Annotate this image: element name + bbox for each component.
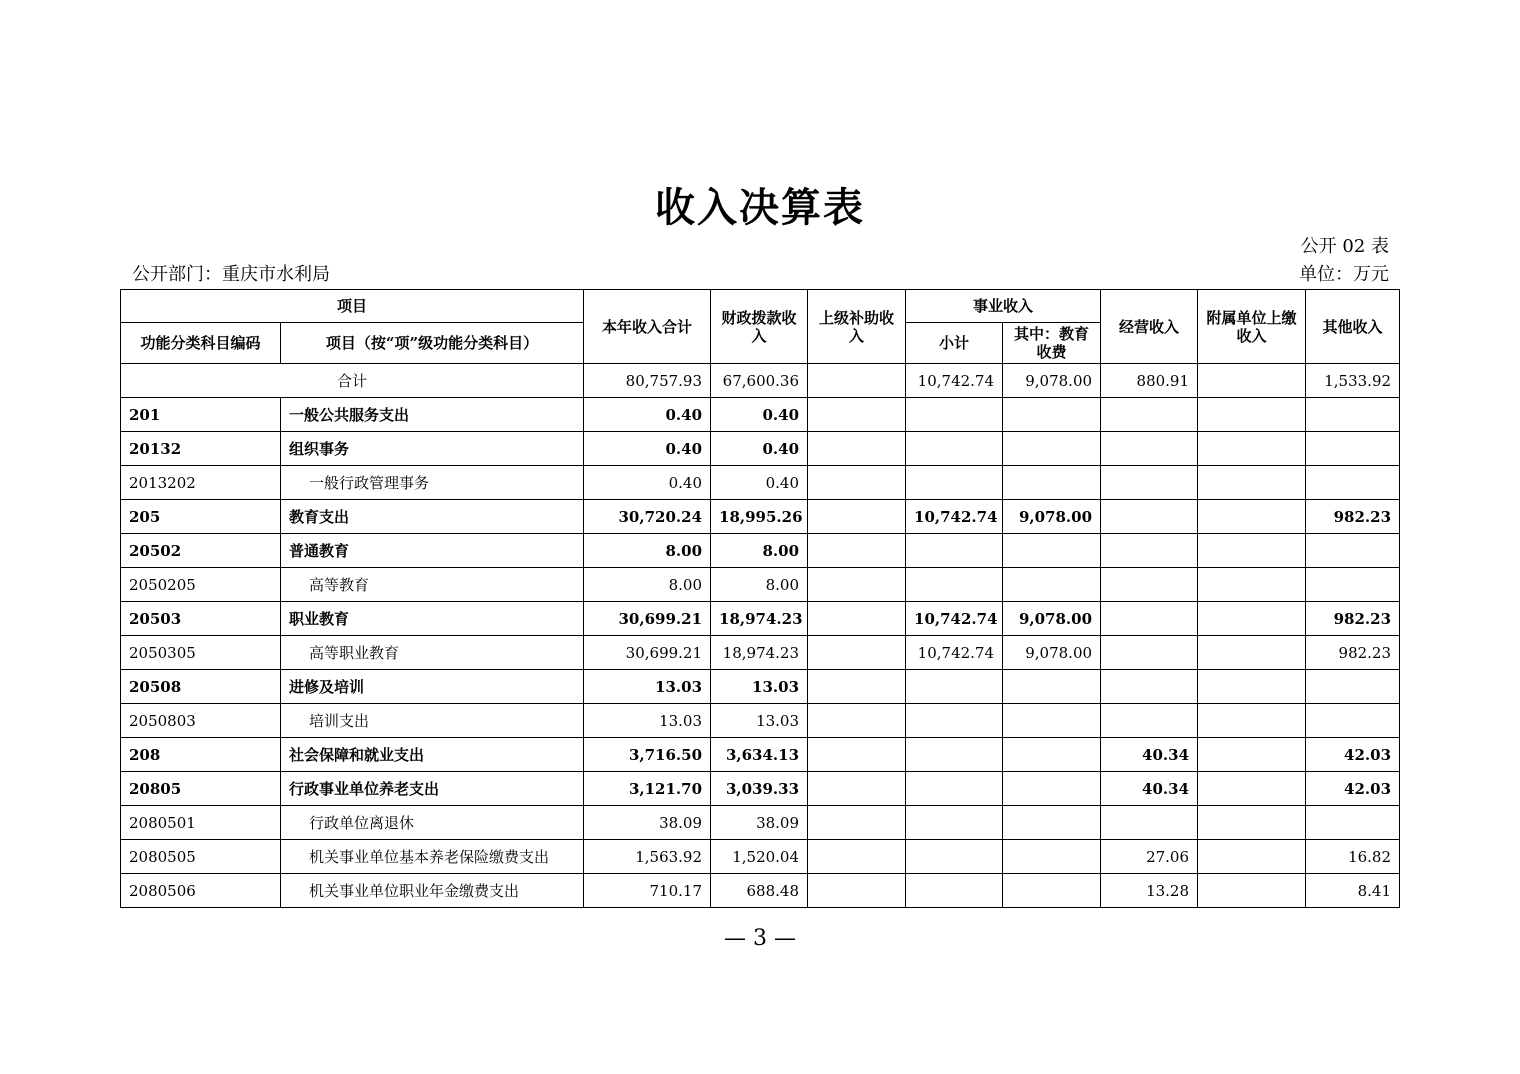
row-name: 进修及培训 xyxy=(281,670,584,704)
row-name: 高等教育 xyxy=(281,568,584,602)
cell-other xyxy=(1306,534,1400,568)
cell-edu-fee xyxy=(1003,670,1101,704)
row-code: 20502 xyxy=(121,534,281,568)
cell-affiliated xyxy=(1198,806,1306,840)
total-cell-other: 1,533.92 xyxy=(1306,364,1400,398)
cell-subtotal xyxy=(906,432,1003,466)
cell-subtotal xyxy=(906,772,1003,806)
cell-subtotal: 10,742.74 xyxy=(906,602,1003,636)
cell-operating: 40.34 xyxy=(1101,772,1198,806)
cell-superior xyxy=(808,772,906,806)
table-row xyxy=(121,466,1400,500)
cell-operating xyxy=(1101,670,1198,704)
cell-affiliated xyxy=(1198,466,1306,500)
cell-superior xyxy=(808,398,906,432)
cell-affiliated xyxy=(1198,602,1306,636)
cell-total: 710.17 xyxy=(584,874,711,908)
cell-operating xyxy=(1101,568,1198,602)
cell-operating xyxy=(1101,704,1198,738)
cell-fiscal: 38.09 xyxy=(711,806,808,840)
row-name: 教育支出 xyxy=(281,500,584,534)
cell-fiscal: 8.00 xyxy=(711,568,808,602)
cell-operating xyxy=(1101,636,1198,670)
table-row xyxy=(121,670,1400,704)
cell-edu-fee xyxy=(1003,738,1101,772)
cell-edu-fee xyxy=(1003,806,1101,840)
cell-operating: 27.06 xyxy=(1101,840,1198,874)
cell-edu-fee xyxy=(1003,874,1101,908)
cell-other xyxy=(1306,398,1400,432)
row-name: 一般行政管理事务 xyxy=(281,466,584,500)
cell-superior xyxy=(808,806,906,840)
row-code: 20805 xyxy=(121,772,281,806)
cell-superior xyxy=(808,704,906,738)
cell-superior xyxy=(808,534,906,568)
table-row xyxy=(121,806,1400,840)
row-name: 职业教育 xyxy=(281,602,584,636)
cell-affiliated xyxy=(1198,670,1306,704)
cell-superior xyxy=(808,466,906,500)
table-row xyxy=(121,874,1400,908)
row-code: 2013202 xyxy=(121,466,281,500)
cell-subtotal xyxy=(906,670,1003,704)
row-name: 高等职业教育 xyxy=(281,636,584,670)
cell-other xyxy=(1306,432,1400,466)
cell-fiscal: 18,995.26 xyxy=(711,500,808,534)
table-row xyxy=(121,568,1400,602)
cell-operating: 13.28 xyxy=(1101,874,1198,908)
total-cell-superior xyxy=(808,364,906,398)
cell-edu-fee: 9,078.00 xyxy=(1003,500,1101,534)
table-row xyxy=(121,738,1400,772)
cell-subtotal xyxy=(906,568,1003,602)
table-row xyxy=(121,704,1400,738)
cell-other xyxy=(1306,806,1400,840)
header-total-income: 本年收入合计 xyxy=(584,290,711,364)
document-title: 收入决算表 xyxy=(655,184,865,231)
row-code: 20503 xyxy=(121,602,281,636)
cell-superior xyxy=(808,670,906,704)
cell-subtotal xyxy=(906,806,1003,840)
cell-fiscal: 13.03 xyxy=(711,704,808,738)
cell-affiliated xyxy=(1198,772,1306,806)
cell-subtotal: 10,742.74 xyxy=(906,636,1003,670)
cell-operating xyxy=(1101,602,1198,636)
cell-subtotal xyxy=(906,704,1003,738)
cell-total: 38.09 xyxy=(584,806,711,840)
row-name: 培训支出 xyxy=(281,704,584,738)
total-cell-subtotal: 10,742.74 xyxy=(906,364,1003,398)
cell-total: 8.00 xyxy=(584,534,711,568)
cell-other: 42.03 xyxy=(1306,738,1400,772)
total-row xyxy=(121,364,1400,398)
cell-edu-fee xyxy=(1003,840,1101,874)
row-name: 一般公共服务支出 xyxy=(281,398,584,432)
table-row xyxy=(121,772,1400,806)
cell-subtotal xyxy=(906,466,1003,500)
row-code: 205 xyxy=(121,500,281,534)
total-cell-total: 80,757.93 xyxy=(584,364,711,398)
cell-fiscal: 1,520.04 xyxy=(711,840,808,874)
form-code: 公开 02 表 xyxy=(1300,236,1389,257)
department-label: 公开部门：重庆市水利局 xyxy=(132,264,330,285)
row-code: 2080506 xyxy=(121,874,281,908)
cell-superior xyxy=(808,568,906,602)
header-affiliated: 附属单位上缴收入 xyxy=(1198,290,1306,364)
cell-total: 30,720.24 xyxy=(584,500,711,534)
row-code: 2080501 xyxy=(121,806,281,840)
cell-operating: 40.34 xyxy=(1101,738,1198,772)
cell-affiliated xyxy=(1198,534,1306,568)
header-code: 功能分类科目编码 xyxy=(121,323,281,364)
row-code: 20508 xyxy=(121,670,281,704)
cell-total: 0.40 xyxy=(584,398,711,432)
row-code: 2080505 xyxy=(121,840,281,874)
cell-other xyxy=(1306,704,1400,738)
cell-total: 8.00 xyxy=(584,568,711,602)
unit-label: 单位：万元 xyxy=(1299,264,1389,285)
row-code: 208 xyxy=(121,738,281,772)
cell-fiscal: 0.40 xyxy=(711,398,808,432)
table-body xyxy=(121,364,1400,908)
cell-edu-fee xyxy=(1003,466,1101,500)
cell-fiscal: 3,039.33 xyxy=(711,772,808,806)
row-name: 行政事业单位养老支出 xyxy=(281,772,584,806)
cell-operating xyxy=(1101,432,1198,466)
cell-edu-fee xyxy=(1003,704,1101,738)
cell-superior xyxy=(808,874,906,908)
income-table xyxy=(120,289,1400,908)
cell-superior xyxy=(808,636,906,670)
cell-operating xyxy=(1101,806,1198,840)
cell-fiscal: 18,974.23 xyxy=(711,602,808,636)
cell-superior xyxy=(808,840,906,874)
header-item-group: 项目 xyxy=(121,290,584,323)
header-name: 项目（按“项”级功能分类科目） xyxy=(281,323,584,364)
cell-total: 1,563.92 xyxy=(584,840,711,874)
table-row xyxy=(121,500,1400,534)
row-name: 社会保障和就业支出 xyxy=(281,738,584,772)
total-label: 合计 xyxy=(121,364,584,398)
cell-edu-fee xyxy=(1003,772,1101,806)
cell-fiscal: 8.00 xyxy=(711,534,808,568)
row-name: 组织事务 xyxy=(281,432,584,466)
cell-affiliated xyxy=(1198,840,1306,874)
cell-fiscal: 3,634.13 xyxy=(711,738,808,772)
table-row xyxy=(121,602,1400,636)
cell-superior xyxy=(808,432,906,466)
cell-other: 982.23 xyxy=(1306,500,1400,534)
row-code: 2050305 xyxy=(121,636,281,670)
table-row xyxy=(121,398,1400,432)
row-code: 201 xyxy=(121,398,281,432)
cell-other: 982.23 xyxy=(1306,636,1400,670)
header-fiscal: 财政拨款收入 xyxy=(711,290,808,364)
cell-fiscal: 688.48 xyxy=(711,874,808,908)
cell-total: 13.03 xyxy=(584,670,711,704)
row-name: 行政单位离退休 xyxy=(281,806,584,840)
cell-total: 3,716.50 xyxy=(584,738,711,772)
cell-other xyxy=(1306,670,1400,704)
cell-operating xyxy=(1101,534,1198,568)
cell-total: 3,121.70 xyxy=(584,772,711,806)
cell-total: 0.40 xyxy=(584,432,711,466)
header-business-group: 事业收入 xyxy=(906,290,1101,323)
cell-total: 13.03 xyxy=(584,704,711,738)
cell-superior xyxy=(808,602,906,636)
cell-superior xyxy=(808,500,906,534)
cell-subtotal xyxy=(906,738,1003,772)
row-name: 机关事业单位职业年金缴费支出 xyxy=(281,874,584,908)
cell-edu-fee xyxy=(1003,432,1101,466)
cell-subtotal xyxy=(906,874,1003,908)
cell-edu-fee xyxy=(1003,534,1101,568)
cell-other: 42.03 xyxy=(1306,772,1400,806)
cell-subtotal xyxy=(906,398,1003,432)
table-row xyxy=(121,534,1400,568)
cell-operating xyxy=(1101,500,1198,534)
cell-operating xyxy=(1101,466,1198,500)
cell-affiliated xyxy=(1198,738,1306,772)
cell-superior xyxy=(808,738,906,772)
cell-affiliated xyxy=(1198,874,1306,908)
row-code: 20132 xyxy=(121,432,281,466)
header-operating: 经营收入 xyxy=(1101,290,1198,364)
cell-affiliated xyxy=(1198,500,1306,534)
header-subtotal: 小计 xyxy=(906,323,1003,364)
row-code: 2050205 xyxy=(121,568,281,602)
cell-edu-fee: 9,078.00 xyxy=(1003,636,1101,670)
header-edu-fee: 其中：教育收费 xyxy=(1003,323,1101,364)
total-cell-edu-fee: 9,078.00 xyxy=(1003,364,1101,398)
cell-subtotal xyxy=(906,840,1003,874)
table-header xyxy=(121,290,1400,364)
cell-edu-fee xyxy=(1003,398,1101,432)
cell-affiliated xyxy=(1198,568,1306,602)
cell-other xyxy=(1306,568,1400,602)
row-name: 普通教育 xyxy=(281,534,584,568)
cell-other xyxy=(1306,466,1400,500)
cell-affiliated xyxy=(1198,432,1306,466)
table-row xyxy=(121,636,1400,670)
total-cell-fiscal: 67,600.36 xyxy=(711,364,808,398)
cell-subtotal xyxy=(906,534,1003,568)
total-cell-affiliated xyxy=(1198,364,1306,398)
total-cell-operating: 880.91 xyxy=(1101,364,1198,398)
cell-other: 982.23 xyxy=(1306,602,1400,636)
cell-affiliated xyxy=(1198,704,1306,738)
cell-affiliated xyxy=(1198,398,1306,432)
cell-total: 0.40 xyxy=(584,466,711,500)
table-row xyxy=(121,432,1400,466)
cell-total: 30,699.21 xyxy=(584,636,711,670)
cell-other: 16.82 xyxy=(1306,840,1400,874)
cell-fiscal: 0.40 xyxy=(711,432,808,466)
cell-total: 30,699.21 xyxy=(584,602,711,636)
row-name: 机关事业单位基本养老保险缴费支出 xyxy=(281,840,584,874)
cell-fiscal: 0.40 xyxy=(711,466,808,500)
page-number: — 3 — xyxy=(724,926,796,951)
cell-edu-fee: 9,078.00 xyxy=(1003,602,1101,636)
cell-operating xyxy=(1101,398,1198,432)
row-code: 2050803 xyxy=(121,704,281,738)
cell-affiliated xyxy=(1198,636,1306,670)
cell-edu-fee xyxy=(1003,568,1101,602)
header-superior: 上级补助收入 xyxy=(808,290,906,364)
header-other: 其他收入 xyxy=(1306,290,1400,364)
cell-other: 8.41 xyxy=(1306,874,1400,908)
cell-fiscal: 18,974.23 xyxy=(711,636,808,670)
table-row xyxy=(121,840,1400,874)
cell-fiscal: 13.03 xyxy=(711,670,808,704)
cell-subtotal: 10,742.74 xyxy=(906,500,1003,534)
